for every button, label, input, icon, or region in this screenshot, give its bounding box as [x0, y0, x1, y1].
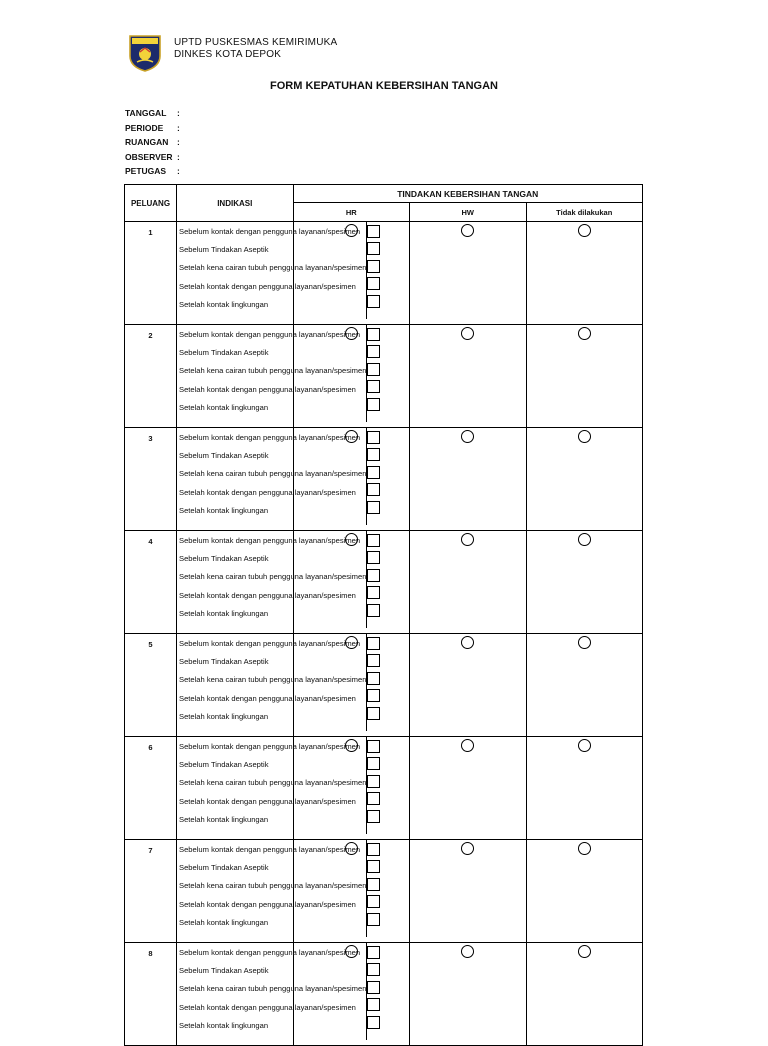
indikasi-cell — [177, 325, 367, 428]
indikasi-checkbox[interactable] — [367, 707, 380, 720]
header-tidak-dilakukan: Tidak dilakukan — [526, 203, 643, 222]
tindakan-cell-tidak-dilakukan — [526, 737, 643, 840]
indikasi-checkbox[interactable] — [367, 946, 380, 959]
indikasi-label: Sebelum kontak dengan pengguna layanan/spesimen — [179, 639, 361, 648]
meta-value-field[interactable]: : — [177, 108, 180, 119]
radio-hw[interactable] — [461, 327, 474, 340]
indikasi-label: Setelah kontak dengan pengguna layanan/spesimen — [179, 281, 356, 291]
indikasi-label: Sebelum Tindakan Aseptik — [179, 966, 269, 976]
indikasi-checkbox[interactable] — [367, 260, 380, 273]
radio-hr[interactable] — [345, 224, 358, 237]
indikasi-label: Sebelum kontak dengan pengguna layanan/spesimen — [179, 536, 361, 545]
peluang-number: 2 — [125, 325, 177, 428]
tindakan-cell-hw — [410, 840, 527, 943]
indikasi-cell — [177, 531, 367, 634]
tindakan-cell-tidak-dilakukan — [526, 428, 643, 531]
radio-tidak-dilakukan[interactable] — [578, 636, 591, 649]
table-row — [125, 222, 643, 325]
meta-value-field[interactable]: : — [177, 137, 180, 148]
indikasi-label: Setelah kontak lingkungan — [179, 505, 269, 515]
indikasi-checkbox[interactable] — [367, 363, 380, 376]
meta-row — [125, 106, 180, 121]
indikasi-label: Sebelum Tindakan Aseptik — [179, 348, 269, 358]
tindakan-cell-hw — [410, 428, 527, 531]
radio-tidak-dilakukan[interactable] — [578, 327, 591, 340]
table-row — [125, 840, 643, 943]
indikasi-checkbox[interactable] — [367, 604, 380, 617]
org-line-2: DINKES KOTA DEPOK — [174, 49, 282, 60]
indikasi-checkbox[interactable] — [367, 534, 380, 547]
indikasi-cell — [177, 222, 367, 325]
table-row — [125, 531, 643, 634]
radio-tidak-dilakukan[interactable] — [578, 224, 591, 237]
indikasi-label: Sebelum Tindakan Aseptik — [179, 760, 269, 770]
radio-hr[interactable] — [345, 945, 358, 958]
indikasi-label: Setelah kena cairan tubuh pengguna layanan/spesimen — [179, 572, 367, 582]
indikasi-label: Setelah kontak dengan pengguna layanan/spesimen — [179, 1002, 356, 1012]
indikasi-label: Setelah kontak dengan pengguna layanan/spesimen — [179, 796, 356, 806]
meta-label: RUANGAN — [125, 137, 169, 148]
indikasi-label: Sebelum kontak dengan pengguna layanan/spesimen — [179, 433, 361, 442]
radio-hw[interactable] — [461, 945, 474, 958]
indikasi-checkbox[interactable] — [367, 448, 380, 461]
indikasi-label: Setelah kontak dengan pengguna layanan/spesimen — [179, 487, 356, 497]
indikasi-checkbox[interactable] — [367, 963, 380, 976]
tindakan-cell-hw — [410, 531, 527, 634]
radio-tidak-dilakukan[interactable] — [578, 842, 591, 855]
radio-hw[interactable] — [461, 739, 474, 752]
indikasi-checkbox[interactable] — [367, 895, 380, 908]
indikasi-label: Setelah kontak dengan pengguna layanan/spesimen — [179, 899, 356, 909]
meta-row — [125, 121, 180, 136]
indikasi-checkbox[interactable] — [367, 843, 380, 856]
peluang-number: 3 — [125, 428, 177, 531]
indikasi-label: Setelah kena cairan tubuh pengguna layanan/spesimen — [179, 778, 367, 788]
table-row — [125, 634, 643, 737]
indikasi-checkbox[interactable] — [367, 225, 380, 238]
indikasi-cell — [177, 634, 367, 737]
peluang-number: 6 — [125, 737, 177, 840]
form-meta — [125, 106, 180, 179]
indikasi-checkbox[interactable] — [367, 654, 380, 667]
indikasi-checkbox[interactable] — [367, 398, 380, 411]
indikasi-label: Setelah kontak dengan pengguna layanan/spesimen — [179, 693, 356, 703]
indikasi-label: Sebelum Tindakan Aseptik — [179, 554, 269, 564]
indikasi-checkbox[interactable] — [367, 913, 380, 926]
indikasi-label: Setelah kena cairan tubuh pengguna layanan/spesimen — [179, 263, 367, 273]
peluang-number: 7 — [125, 840, 177, 943]
indikasi-checkbox[interactable] — [367, 637, 380, 650]
indikasi-label: Setelah kena cairan tubuh pengguna layanan/spesimen — [179, 984, 367, 994]
radio-hw[interactable] — [461, 224, 474, 237]
header-peluang: PELUANG — [125, 185, 177, 222]
indikasi-checkbox[interactable] — [367, 569, 380, 582]
tindakan-cell-hw — [410, 634, 527, 737]
indikasi-checkbox[interactable] — [367, 551, 380, 564]
indikasi-checkbox[interactable] — [367, 757, 380, 770]
indikasi-label: Sebelum kontak dengan pengguna layanan/spesimen — [179, 948, 361, 957]
tindakan-cell-hw — [410, 737, 527, 840]
radio-hw[interactable] — [461, 430, 474, 443]
org-line-1: UPTD PUSKESMAS KEMIRIMUKA — [174, 37, 338, 48]
indikasi-label: Setelah kontak dengan pengguna layanan/spesimen — [179, 590, 356, 600]
indikasi-checkbox[interactable] — [367, 345, 380, 358]
indikasi-label: Sebelum kontak dengan pengguna layanan/spesimen — [179, 845, 361, 854]
radio-hw[interactable] — [461, 636, 474, 649]
radio-tidak-dilakukan[interactable] — [578, 945, 591, 958]
indikasi-checkbox[interactable] — [367, 242, 380, 255]
peluang-number: 1 — [125, 222, 177, 325]
header-hw: HW — [410, 203, 527, 222]
indikasi-label: Sebelum Tindakan Aseptik — [179, 863, 269, 873]
tindakan-cell-hw — [410, 222, 527, 325]
indikasi-checkbox[interactable] — [367, 501, 380, 514]
radio-hr[interactable] — [345, 430, 358, 443]
radio-hw[interactable] — [461, 533, 474, 546]
meta-value-field[interactable]: : — [177, 166, 180, 177]
form-title: FORM KEPATUHAN KEBERSIHAN TANGAN — [270, 80, 498, 92]
indikasi-checkbox[interactable] — [367, 981, 380, 994]
indikasi-checkbox[interactable] — [367, 792, 380, 805]
radio-tidak-dilakukan[interactable] — [578, 739, 591, 752]
table-row — [125, 737, 643, 840]
indikasi-checkbox[interactable] — [367, 810, 380, 823]
indikasi-label: Setelah kontak lingkungan — [179, 711, 269, 721]
indikasi-checkbox[interactable] — [367, 775, 380, 788]
radio-hr[interactable] — [345, 739, 358, 752]
header-tindakan: TINDAKAN KEBERSIHAN TANGAN — [293, 185, 643, 203]
indikasi-checkbox[interactable] — [367, 586, 380, 599]
organization-name — [174, 37, 337, 61]
radio-tidak-dilakukan[interactable] — [578, 430, 591, 443]
indikasi-label: Sebelum kontak dengan pengguna layanan/spesimen — [179, 330, 361, 339]
indikasi-label: Sebelum Tindakan Aseptik — [179, 245, 269, 255]
meta-value-field[interactable]: : — [177, 122, 180, 133]
tindakan-cell-tidak-dilakukan — [526, 222, 643, 325]
indikasi-label: Sebelum kontak dengan pengguna layanan/spesimen — [179, 742, 361, 751]
table-row — [125, 943, 643, 1046]
indikasi-cell — [177, 737, 367, 840]
indikasi-label: Setelah kena cairan tubuh pengguna layanan/spesimen — [179, 881, 367, 891]
table-row — [125, 325, 643, 428]
indikasi-label: Sebelum Tindakan Aseptik — [179, 451, 269, 461]
indikasi-checkbox[interactable] — [367, 998, 380, 1011]
meta-label: PERIODE — [125, 122, 164, 133]
indikasi-label: Setelah kena cairan tubuh pengguna layanan/spesimen — [179, 469, 367, 479]
form-header — [128, 34, 337, 72]
tindakan-cell-tidak-dilakukan — [526, 325, 643, 428]
indikasi-checkbox[interactable] — [367, 860, 380, 873]
indikasi-checkbox[interactable] — [367, 328, 380, 341]
tindakan-cell-tidak-dilakukan — [526, 634, 643, 737]
peluang-number: 8 — [125, 943, 177, 1046]
meta-row — [125, 135, 180, 150]
tindakan-cell-tidak-dilakukan — [526, 943, 643, 1046]
indikasi-label: Setelah kontak dengan pengguna layanan/spesimen — [179, 384, 356, 394]
kota-depok-logo — [128, 34, 162, 72]
radio-hw[interactable] — [461, 842, 474, 855]
indikasi-cell — [177, 943, 367, 1046]
indikasi-label: Setelah kena cairan tubuh pengguna layanan/spesimen — [179, 675, 367, 685]
meta-value-field[interactable]: : — [177, 151, 180, 162]
meta-label: TANGGAL — [125, 108, 167, 119]
indikasi-checkbox[interactable] — [367, 431, 380, 444]
indikasi-label: Setelah kontak lingkungan — [179, 299, 269, 309]
indikasi-label: Sebelum Tindakan Aseptik — [179, 657, 269, 667]
tindakan-cell-hw — [410, 943, 527, 1046]
indikasi-cell — [177, 840, 367, 943]
radio-hr[interactable] — [345, 842, 358, 855]
indikasi-checkbox[interactable] — [367, 740, 380, 753]
meta-label: PETUGAS — [125, 166, 167, 177]
indikasi-label: Setelah kontak lingkungan — [179, 402, 269, 412]
indikasi-label: Setelah kontak lingkungan — [179, 917, 269, 927]
indikasi-checkbox[interactable] — [367, 466, 380, 479]
indikasi-checkbox[interactable] — [367, 277, 380, 290]
table-row — [125, 428, 643, 531]
tindakan-cell-tidak-dilakukan — [526, 531, 643, 634]
peluang-number: 5 — [125, 634, 177, 737]
radio-hr[interactable] — [345, 636, 358, 649]
indikasi-label: Setelah kontak lingkungan — [179, 608, 269, 618]
indikasi-checkbox[interactable] — [367, 878, 380, 891]
tindakan-cell-hw — [410, 325, 527, 428]
meta-row — [125, 164, 180, 179]
radio-tidak-dilakukan[interactable] — [578, 533, 591, 546]
meta-label: OBSERVER — [125, 151, 173, 162]
indikasi-cell — [177, 428, 367, 531]
indikasi-checkbox[interactable] — [367, 672, 380, 685]
radio-hr[interactable] — [345, 327, 358, 340]
indikasi-label: Setelah kontak lingkungan — [179, 814, 269, 824]
tindakan-cell-tidak-dilakukan — [526, 840, 643, 943]
radio-hr[interactable] — [345, 533, 358, 546]
indikasi-label: Sebelum kontak dengan pengguna layanan/spesimen — [179, 227, 361, 236]
indikasi-checkbox[interactable] — [367, 689, 380, 702]
indikasi-checkbox[interactable] — [367, 1016, 380, 1029]
indikasi-label: Setelah kontak lingkungan — [179, 1020, 269, 1030]
indikasi-checkbox[interactable] — [367, 483, 380, 496]
header-hr: HR — [293, 203, 410, 222]
header-indikasi: INDIKASI — [177, 185, 294, 222]
indikasi-label: Setelah kena cairan tubuh pengguna layanan/spesimen — [179, 366, 367, 376]
meta-row — [125, 150, 180, 165]
compliance-table — [124, 184, 643, 1046]
indikasi-checkbox[interactable] — [367, 295, 380, 308]
peluang-number: 4 — [125, 531, 177, 634]
indikasi-checkbox[interactable] — [367, 380, 380, 393]
